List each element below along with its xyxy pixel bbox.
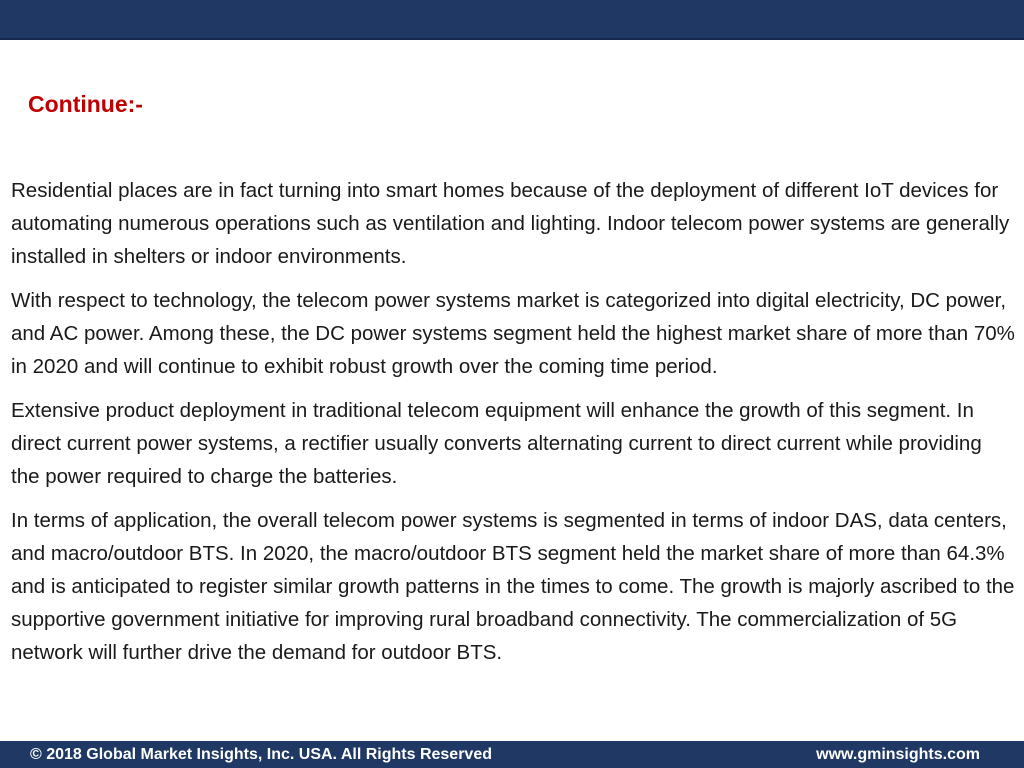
header-bar [0, 0, 1024, 40]
paragraph-application: In terms of application, the overall telecom power systems is segmented in terms of indoor DAS, data centers, and macro/outdoor BTS. In 2020, the macro/outdoor BTS segment held the market share of more than 64.3% and is anticipated to register similar growth patterns in the times to come. The growth is majorly ascribed to the supportive government initiative for improving rural broadband connectivity. The commercialization of 5G network will further drive the demand for outdoor BTS. [11, 509, 1015, 664]
paragraph-dc-power: Extensive product deployment in traditional telecom equipment will enhance the growth of this segment. In direct current power systems, a rectifier usually converts alternating current to direct current while providing the power required to charge the batteries. [11, 399, 982, 488]
paragraph-technology: With respect to technology, the telecom power systems market is categorized into digital electricity, DC power, and AC power. Among these, the DC power systems segment held the highest market share of more than 70% in 2020 and will continue to exhibit robust growth over the coming time period. [11, 289, 1015, 378]
footer-copyright: © 2018 Global Market Insights, Inc. USA. All Rights Reserved [30, 746, 492, 763]
footer-website-link[interactable]: www.gminsights.com [816, 746, 980, 763]
footer-bar [0, 741, 1024, 768]
paragraph-smart-homes: Residential places are in fact turning into smart homes because of the deployment of different IoT devices for automating numerous operations such as ventilation and lighting. Indoor telecom power systems are generally installed in shelters or indoor environments. [11, 179, 1010, 268]
slide-body [11, 174, 1015, 680]
slide-subtitle: Continue:- [28, 91, 143, 117]
